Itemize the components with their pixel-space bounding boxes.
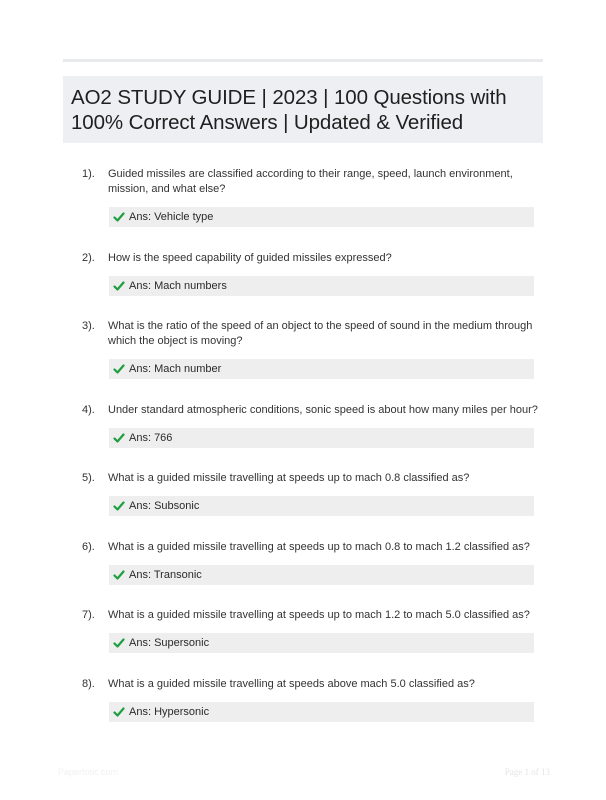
question-number: 7). [82, 609, 95, 621]
answer-text: Ans: 766 [129, 431, 173, 444]
question-number: 1). [82, 168, 95, 180]
check-icon [113, 706, 125, 718]
check-icon [113, 500, 125, 512]
page-number: Page 1 of 13 [504, 767, 550, 777]
answer-text: Ans: Mach number [129, 362, 222, 375]
question-number: 4). [82, 404, 95, 416]
answer-box [109, 633, 534, 653]
question-text: What is a guided missile travelling at speeds up to mach 0.8 classified as? [108, 472, 470, 484]
answer-text: Ans: Subsonic [129, 499, 200, 512]
question-text: What is a guided missile travelling at speeds up to mach 0.8 to mach 1.2 classified as? [108, 541, 530, 553]
check-icon [113, 363, 125, 375]
check-icon [113, 211, 125, 223]
answer-text: Ans: Mach numbers [129, 279, 227, 292]
answer-box [109, 496, 534, 516]
question-text: What is the ratio of the speed of an object to the speed of sound in the medium through which the object is moving? [108, 320, 533, 347]
answer-box [109, 702, 534, 722]
answer-text: Ans: Supersonic [129, 636, 210, 649]
check-icon [113, 569, 125, 581]
question-text: What is a guided missile travelling at speeds up to mach 1.2 to mach 5.0 classified as? [108, 609, 530, 621]
question-number: 2). [82, 252, 95, 264]
answer-box [109, 276, 534, 296]
check-icon [113, 280, 125, 292]
answer-box [109, 428, 534, 448]
answer-text: Ans: Vehicle type [129, 210, 214, 223]
question-text: Guided missiles are classified according to their range, speed, launch environment, mission, and what else? [108, 168, 513, 195]
question-number: 6). [82, 541, 95, 553]
answer-box [109, 207, 534, 227]
question-number: 3). [82, 320, 95, 332]
page-title: AO2 STUDY GUIDE | 2023 | 100 Questions with 100% Correct Answers | Updated & Verified [71, 86, 507, 134]
question-number: 5). [82, 472, 95, 484]
question-number: 8). [82, 678, 95, 690]
answer-text: Ans: Hypersonic [129, 705, 210, 718]
answer-text: Ans: Transonic [129, 568, 202, 581]
check-icon [113, 637, 125, 649]
watermark-text: Papertotic.com [58, 767, 119, 777]
answer-box [109, 565, 534, 585]
question-text: What is a guided missile travelling at speeds above mach 5.0 classified as? [108, 678, 475, 690]
question-text: How is the speed capability of guided missiles expressed? [108, 252, 392, 264]
check-icon [113, 432, 125, 444]
question-text: Under standard atmospheric conditions, sonic speed is about how many miles per hour? [108, 404, 538, 416]
answer-box [109, 359, 534, 379]
